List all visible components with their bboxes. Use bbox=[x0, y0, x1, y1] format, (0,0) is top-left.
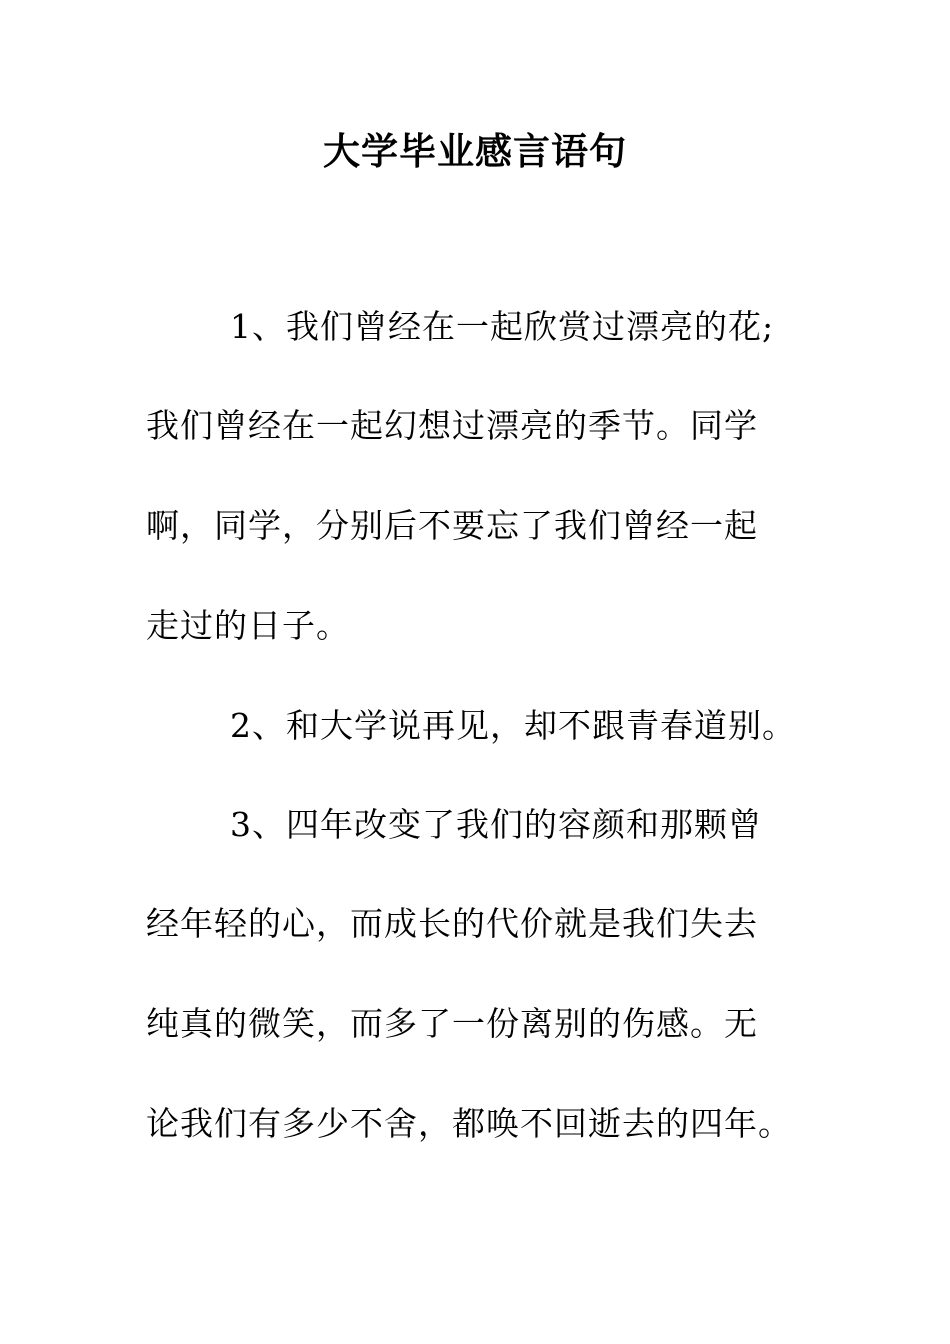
text-line: 论我们有多少不舍，都唤不回逝去的四年。 bbox=[146, 1104, 792, 1143]
text-line: 我们曾经在一起幻想过漂亮的季节。同学 bbox=[146, 406, 758, 445]
text-line: 经年轻的心，而成长的代价就是我们失去 bbox=[146, 904, 758, 943]
document-title: 大学毕业感言语句 bbox=[323, 130, 627, 173]
text-line: 3、四年改变了我们的容颜和那颗曾 bbox=[230, 805, 762, 844]
text-line: 1、我们曾经在一起欣赏过漂亮的花; bbox=[230, 307, 775, 346]
text-line: 啊，同学，分别后不要忘了我们曾经一起 bbox=[146, 506, 758, 545]
text-line: 2、和大学说再见，却不跟青春道别。 bbox=[230, 706, 796, 745]
text-line: 走过的日子。 bbox=[146, 606, 350, 645]
text-line: 纯真的微笑，而多了一份离别的伤感。无 bbox=[146, 1004, 758, 1043]
